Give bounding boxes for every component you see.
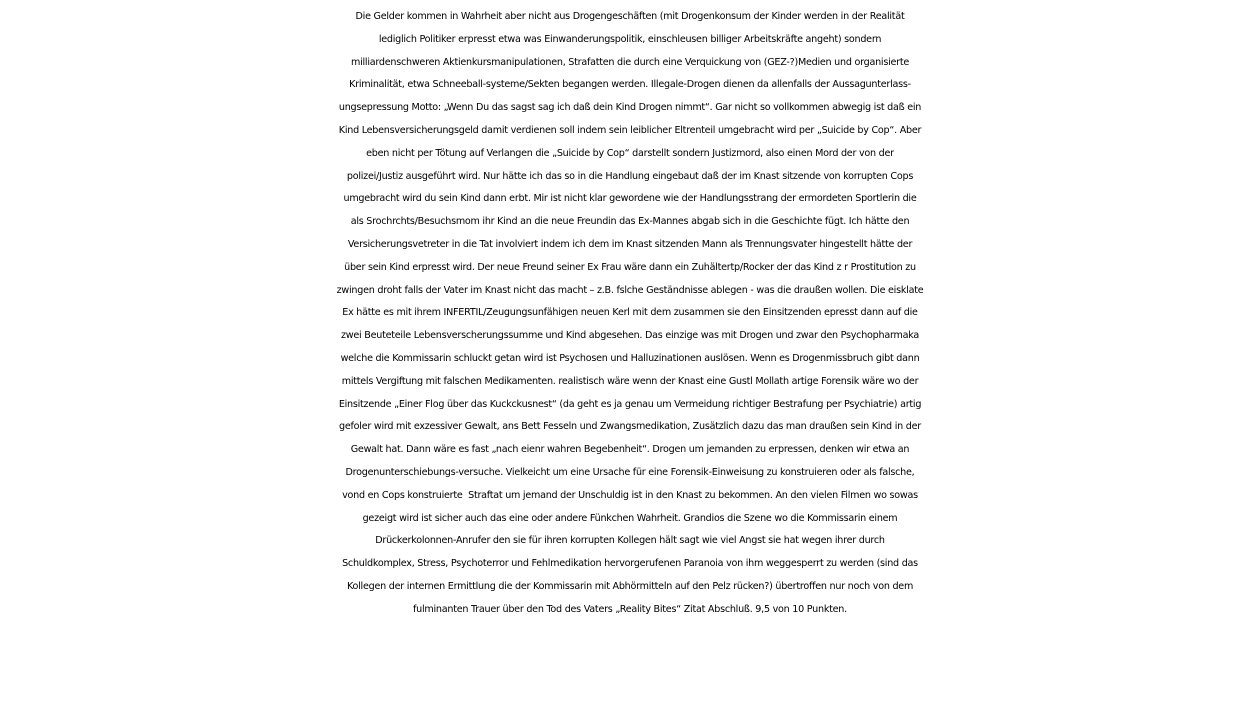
text-line: polizei/Justiz ausgeführt wird. Nur hätte ich das so in die Handlung eingebaut daß der im Knast sitzende von korrupten Cops	[346, 170, 914, 182]
text-line: Kollegen der internen Ermittlung die der Kommissarin mit Abhörmitteln auf den Pelz rücken?) übertroffen nur noch von dem	[346, 580, 914, 592]
text-line: als Srochrchts/Besuchsmom ihr Kind an die neue Freundin das Ex-Mannes abgab sich in die Geschichte fügt. Ich hätte den	[350, 216, 910, 228]
text-line: gefoler wird mit exzessiver Gewalt, ans Bett Fesseln und Zwangsmedikation, Zusätzlich dazu das man draußen sein Kind in der	[339, 421, 921, 433]
text-line: umgebracht wird du sein Kind dann erbt. Mir ist nicht klar gewordene wie der Handlungsstrang der ermordeten Sportlerin die	[343, 193, 917, 205]
document-text-block	[0, 6, 1260, 622]
text-line: eben nicht per Tötung auf Verlangen die „Suicide by Cop“ darstellt sondern Justizmord, also einen Mord der von der	[366, 147, 894, 159]
text-line: Schuldkomplex, Stress, Psychoterror und Fehlmedikation hervorgerufenen Paranoia von ihm weggesperrt zu werden (sind das	[342, 558, 918, 570]
text-line: vond en Cops konstruierte Straftat um jemand der Unschuldig ist in den Knast zu bekommen. An den vielen Filmen wo sowas	[342, 489, 918, 501]
text-line: mittels Vergiftung mit falschen Medikamenten. realistisch wäre wenn der Knast eine Gustl Mollath artige Forensik wäre wo der	[341, 375, 919, 387]
text-line: Ex hätte es mit ihrem INFERTIL/Zeugungsunfähigen neuen Kerl mit dem zusammen sie den Einsitzenden epresst dann auf die	[342, 307, 918, 319]
text-line: Drogenunterschiebungs-versuche. Vielkeicht um eine Ursache für eine Forensik-Einweisung zu konstruieren oder als falsche,	[345, 466, 915, 478]
text-line: Einsitzende „Einer Flog über das Kuckckusnest“ (da geht es ja genau um Vermeidung richtiger Bestrafung per Psychiatrie) artig	[338, 398, 922, 410]
text-line: zwingen droht falls der Vater im Knast nicht das macht – z.B. fslche Geständnisse ablegen - was die draußen wollen. Die eisklate	[336, 284, 924, 296]
text-line: über sein Kind erpresst wird. Der neue Freund seiner Ex Frau wäre dann ein Zuhältertp/Rocker der das Kind z r Prostitution zu	[344, 261, 916, 273]
text-line: zwei Beuteteile Lebensverscherungssumme und Kind abgesehen. Das einzige was mit Drogen und zwar den Psychopharmaka	[341, 330, 919, 342]
text-line-final: fulminanten Trauer über den Tod des Vaters „Reality Bites“ Zitat Abschluß. 9,5 von 10 Punkten.	[413, 603, 847, 615]
text-line: Kriminalität, etwa Schneeball-systeme/Sekten begangen werden. Illegale-Drogen dienen da allenfalls der Aussagunterlass-	[349, 79, 911, 91]
text-line: lediglich Politiker erpresst etwa was Einwanderungspolitik, einschleusen billiger Arbeitskräfte angeht) sondern	[378, 33, 882, 45]
text-line: milliardenschweren Aktienkursmanipulationen, Strafatten die durch eine Verquickung von (GEZ-?)Medien und organisierte	[351, 56, 909, 68]
text-line: welche die Kommissarin schluckt getan wird ist Psychosen und Halluzinationen auslösen. Wenn es Drogenmissbruch gibt dann	[340, 352, 920, 364]
text-line: Kind Lebensversicherungsgeld damit verdienen soll indem sein leiblicher Eltrenteil umgebracht wird per „Suicide by Cop“. Aber	[338, 124, 922, 136]
text-line: gezeigt wird ist sicher auch das eine oder andere Fünkchen Wahrheit. Grandios die Szene wo die Kommissarin einem	[362, 512, 898, 524]
text-line: Drückerkolonnen-Anrufer den sie für ihren korrupten Kollegen hält sagt wie viel Angst sie hat wegen ihrer durch	[375, 535, 885, 547]
text-line: ungsepressung Motto: „Wenn Du das sagst sag ich daß dein Kind Drogen nimmt“. Gar nicht so vollkommen abwegig ist daß ein	[338, 102, 922, 114]
text-line: Versicherungsvetreter in die Tat involviert indem ich dem im Knast sitzenden Mann als Trennungsvater hingestellt hätte der	[347, 238, 913, 250]
text-line: Gewalt hat. Dann wäre es fast „nach eienr wahren Begebenheit“. Drogen um jemanden zu erpressen, denken wir etwa an	[350, 444, 910, 456]
text-line: Die Gelder kommen in Wahrheit aber nicht aus Drogengeschäften (mit Drogenkonsum der Kinder werden in der Realität	[355, 11, 905, 22]
